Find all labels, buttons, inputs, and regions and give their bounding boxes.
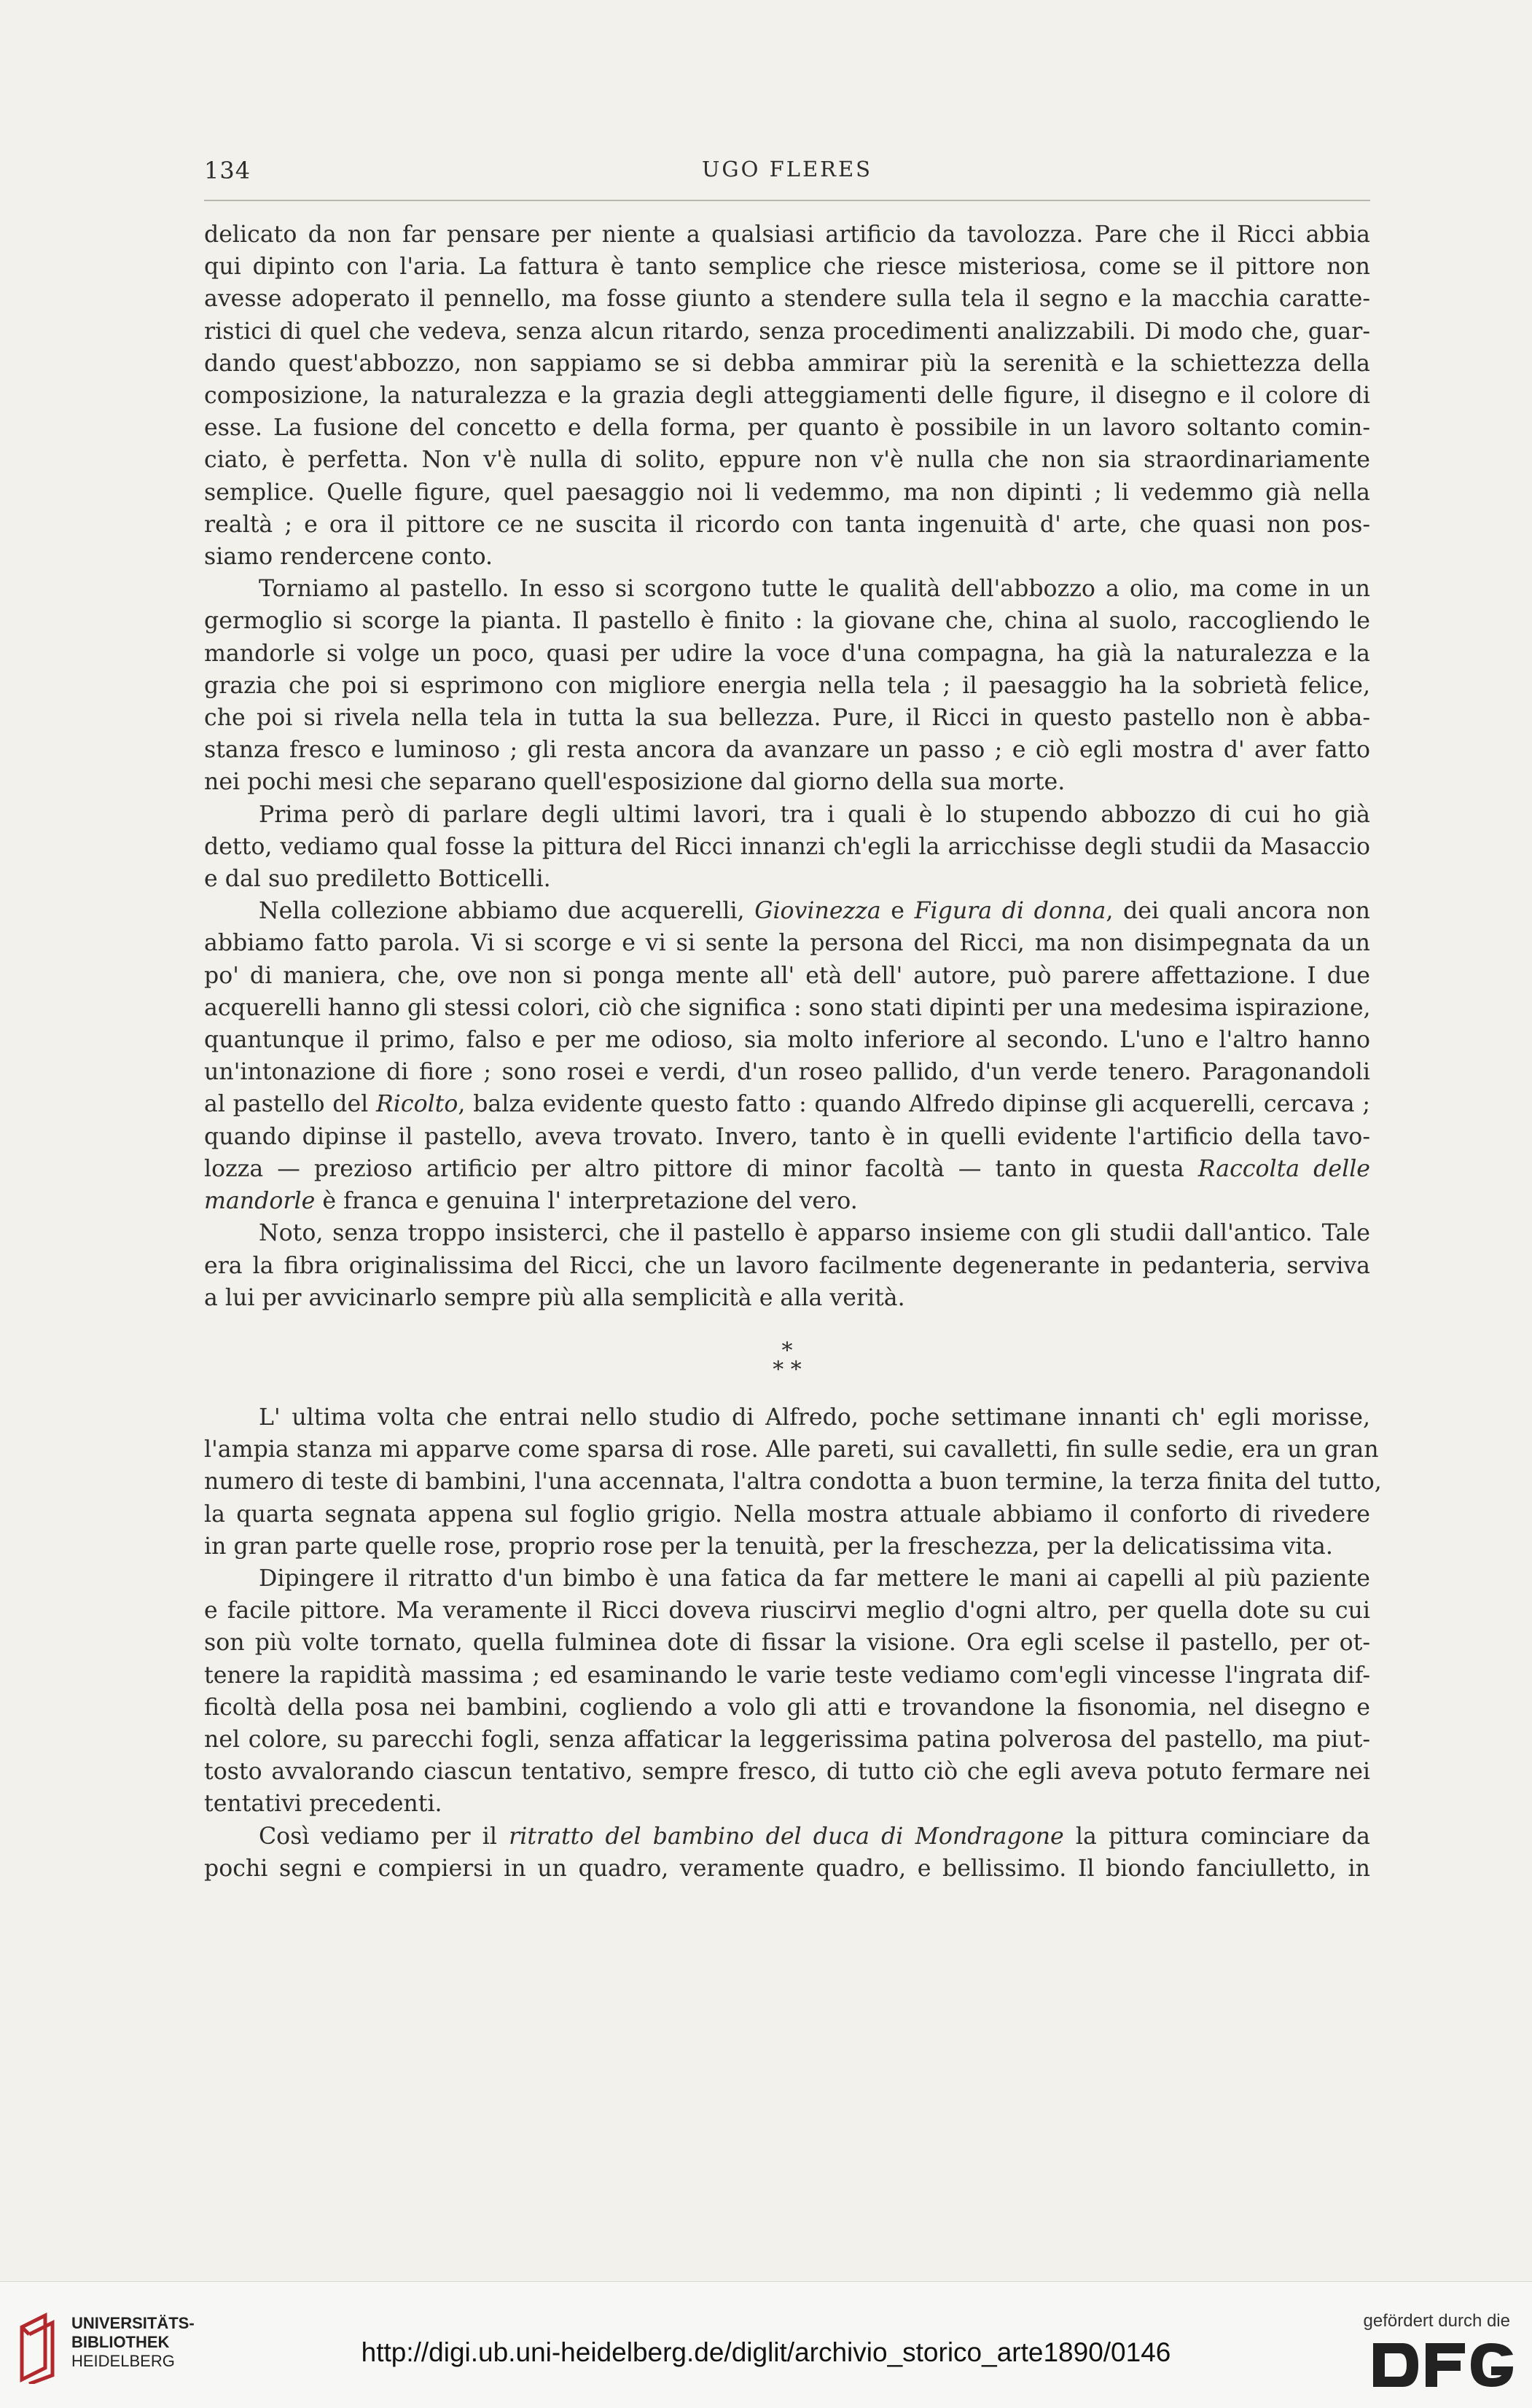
text-line: nei pochi mesi che separano quell'esposizione dal giorno della sua morte.: [204, 769, 1066, 796]
text-line: Così vediamo per il ritratto del bambino del duca di Mondragone la pittura cominciare da: [259, 1823, 1370, 1850]
text-line: e dal suo prediletto Botticelli.: [204, 866, 551, 893]
text-line: po' di maniera, che, ove non si ponga mente all' età dell' autore, può parere affettazione. I due: [204, 962, 1370, 989]
text-line: stanza fresco e luminoso ; gli resta ancora da avanzare un passo ; e ciò egli mostra d' aver fatto: [204, 737, 1370, 764]
text-line: Dipingere il ritratto d'un bimbo è una fatica da far mettere le mani ai capelli al più paziente: [259, 1565, 1370, 1592]
text-line: numero di teste di bambini, l'una accennata, l'altra condotta a buon termine, la terza finita del tutto,: [204, 1469, 1382, 1496]
text-line: un'intonazione di fiore ; sono rosei e verdi, d'un roseo pallido, d'un verde tenero. Paragonandoli: [204, 1059, 1370, 1086]
text-line: tentativi precedenti.: [204, 1791, 442, 1818]
text-line: lozza — prezioso artificio per altro pittore di minor facoltà — tanto in questa Raccolta delle: [204, 1155, 1370, 1182]
text-line: tenere la rapidità massima ; ed esaminando le varie teste vediamo com'egli vincesse l'ingrata dif-: [204, 1662, 1370, 1689]
text-line: avesse adoperato il pennello, ma fosse giunto a stendere sulla tela il segno e la macchia caratte-: [204, 286, 1370, 313]
text-line: grazia che poi si esprimono con migliore energia nella tela ; il paesaggio ha la sobrietà felice,: [204, 672, 1370, 699]
footer-bar: [0, 2281, 1532, 2408]
text-line: ristici di quel che vedeva, senza alcun ritardo, senza procedimenti analizzabili. Di modo che, guar-: [204, 318, 1370, 345]
text-line: esse. La fusione del concetto e della forma, per quanto è possibile in un lavoro soltanto comin-: [204, 415, 1370, 442]
text-line: ficoltà della posa nei bambini, cogliendo a volo gli atti e trovandone la fisonomia, nel disegno e: [204, 1694, 1370, 1721]
permalink-url[interactable]: http://digi.ub.uni-heidelberg.de/diglit/archivio_storico_arte1890/0146: [361, 2337, 1171, 2367]
text-line: germoglio si scorge la pianta. Il pastello è finito : la giovane che, china al suolo, raccogliendo le: [204, 608, 1370, 635]
text-line: Torniamo al pastello. In esso si scorgono tutte le qualità dell'abbozzo a olio, ma come in un: [259, 576, 1370, 603]
text-line: era la fibra originalissima del Ricci, che un lavoro facilmente degenerante in pedanteria, serviva: [204, 1252, 1370, 1279]
article-body: [204, 219, 1382, 1885]
paragraph: [204, 1217, 1370, 1314]
asterism-bottom: * *: [773, 1356, 802, 1383]
text-line: abbiamo fatto parola. Vi si scorge e vi si sente la persona del Ricci, ma non disimpegnata da un: [204, 930, 1370, 957]
text-line: ciato, è perfetta. Non v'è nulla di solito, eppure non v'è nulla che non sia straordinariamente: [204, 447, 1370, 474]
text-line: detto, vediamo qual fosse la pittura del Ricci innanzi ch'egli la arricchisse degli studii da Masaccio: [204, 833, 1370, 860]
text-line: tosto avvalorando ciascun tentativo, sempre fresco, di tutto ciò che egli aveva potuto fermare nei: [204, 1759, 1370, 1786]
library-name-line-3: HEIDELBERG: [71, 2352, 175, 2370]
text-line: acquerelli hanno gli stessi colori, ciò che significa : sono stati dipinti per una medesima ispirazione,: [204, 994, 1371, 1021]
text-line: siamo rendercene conto.: [204, 544, 493, 571]
text-line: L' ultima volta che entrai nello studio di Alfredo, poche settimane innanti ch' egli morisse,: [259, 1404, 1370, 1431]
text-line: Noto, senza troppo insisterci, che il pastello è apparso insieme con gli studii dall'antico. Tale: [259, 1220, 1370, 1247]
paragraph: [204, 1563, 1370, 1821]
text-line: a lui per avvicinarlo sempre più alla semplicità e alla verità.: [204, 1284, 905, 1311]
text-line: al pastello del Ricolto, balza evidente questo fatto : quando Alfredo dipinse gli acquerelli, cercava ;: [204, 1091, 1370, 1118]
text-line: in gran parte quelle rose, proprio rose per la tenuità, per la freschezza, per la delicatissima vita.: [204, 1533, 1333, 1560]
text-line: quantunque il primo, falso e per me odioso, sia molto inferiore al secondo. L'uno e l'altro hanno: [204, 1027, 1370, 1054]
library-name-line-2: BIBLIOTHEK: [71, 2333, 170, 2351]
header-rule: [204, 200, 1370, 201]
page-number: 134: [204, 157, 251, 184]
section-break-asterism: [204, 1337, 1370, 1383]
text-line: la quarta segnata appena sul foglio grigio. Nella mostra attuale abbiamo il conforto di rivedere: [204, 1501, 1370, 1528]
text-line: Nella collezione abbiamo due acquerelli, Giovinezza e Figura di donna, dei quali ancora non: [259, 898, 1370, 925]
text-line: Prima però di parlare degli ultimi lavori, tra i quali è lo stupendo abbozzo di cui ho già: [259, 801, 1370, 828]
text-line: son più volte tornato, quella fulminea dote di fissar la visione. Ora egli scelse il pastello, per ot-: [204, 1630, 1370, 1657]
text-line: e facile pittore. Ma veramente il Ricci doveva riuscirvi meglio d'ogni altro, per quella dote su cui: [204, 1598, 1370, 1625]
text-line: composizione, la naturalezza e la grazia degli atteggiamenti delle figure, il disegno e il colore di: [204, 383, 1370, 410]
dfg-logo-icon: [1370, 2339, 1516, 2391]
paragraph: [204, 1402, 1382, 1563]
paragraph: [204, 219, 1370, 573]
text-line: mandorle è franca e genuina l' interpretazione del vero.: [204, 1188, 858, 1215]
text-line: dando quest'abbozzo, non sappiamo se si debba ammirar più la serenità e la schiettezza della: [204, 350, 1370, 377]
text-line: quando dipinse il pastello, aveva trovato. Invero, tanto è in quelli evidente l'artificio della tavo-: [204, 1123, 1370, 1150]
text-line: mandorle si volge un poco, quasi per udire la voce d'una compagna, ha già la naturalezza e la: [204, 640, 1370, 667]
asterism-top: *: [781, 1337, 793, 1364]
text-line: qui dipinto con l'aria. La fattura è tanto semplice che riesce misteriosa, come se il pittore non: [204, 254, 1370, 281]
paragraph: [204, 799, 1370, 896]
text-line: delicato da non far pensare per niente a qualsiasi artificio da tavolozza. Pare che il Ricci abbia: [204, 222, 1370, 248]
text-line: l'ampia stanza mi apparve come sparsa di rose. Alle pareti, sui cavalletti, fin sulle sedie, era un gran: [204, 1436, 1379, 1463]
paragraph: [204, 895, 1370, 1217]
text-line: semplice. Quelle figure, quel paesaggio noi li vedemmo, ma non dipinti ; li vedemmo già nella: [204, 479, 1370, 506]
text-line: pochi segni e compiersi in un quadro, veramente quadro, e bellissimo. Il biondo fanciulletto, in: [204, 1855, 1370, 1882]
library-name-line-1: UNIVERSITÄTS-: [71, 2314, 195, 2332]
text-line: che poi si rivela nella tela in tutta la sua bellezza. Pure, il Ricci in questo pastello non è abba-: [204, 705, 1370, 732]
paragraph: [204, 573, 1370, 798]
text-line: realtà ; e ora il pittore ce ne suscita il ricordo con tanta ingenuità d' arte, che quasi non pos-: [204, 511, 1370, 538]
text-line: nel colore, su parecchi fogli, senza affaticar la leggerissima patina polverosa del pastello, ma piut-: [204, 1726, 1370, 1753]
funded-by-label: gefördert durch die: [1363, 2311, 1510, 2331]
running-head: UGO FLERES: [701, 157, 873, 181]
paragraph: [204, 1821, 1370, 1885]
page-header: [204, 157, 1370, 193]
